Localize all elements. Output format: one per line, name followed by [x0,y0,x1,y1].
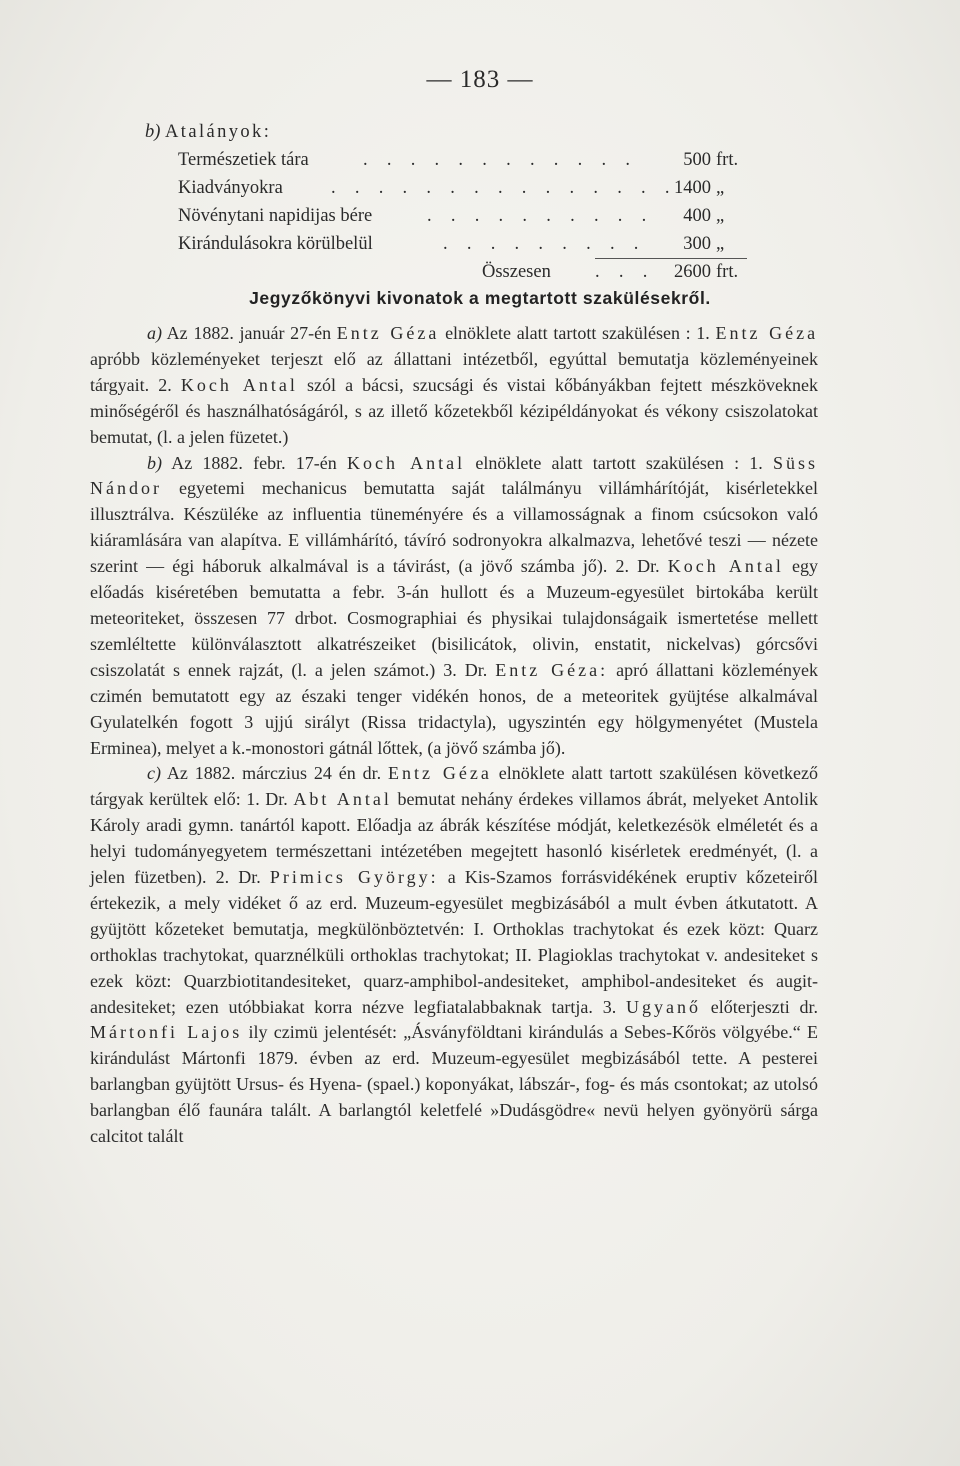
budget-row-unit: „ [716,234,725,254]
person-name: Koch Antal [667,556,784,577]
budget-row [145,202,765,230]
budget-row-dots: . . . . . . . . . . [427,206,654,226]
budget-row-unit: frt. [716,150,739,170]
budget-row-label: Természetiek tára [178,150,309,170]
paragraph-date: Az 1882. febr. 17-én [171,452,337,473]
paragraph-date: Az 1882. márczius 24 én dr. [166,763,382,784]
paragraph-marker: a) [147,323,162,343]
budget-row-unit: „ [716,178,725,198]
person-name: Ugyanő [625,996,701,1017]
budget-heading-marker: b) [145,122,161,142]
budget-row-label: Kirándulásokra körülbelül [178,234,373,254]
budget-row-amount: 300 [683,234,711,254]
person-name: Primics György: [269,867,439,888]
paragraph-marker: b) [147,452,162,473]
paragraph-text: elnöklete alatt tartott szakülésen : [445,323,691,343]
paragraph-text: elnöklete alatt tartott szakülésen következő tárgyak kerültek elő: [90,763,819,810]
paragraph-text: egy előadás kiséretében bemutatta a febr. 3-án hullott és a Muzeum-egyesület birtokába került meteoriteket, összesen 77 drbot. Cosmographiai és physikai tulajdonságaik ismertetése mellett szemléltette különválasztott alkatrészeiket (bisilicátok, olivin, enstatit, nickelvas) górcsővi csiszolatát s ennek rajzát, (l. a jelen számot.) [90,556,819,680]
paragraph-text: a Kis-Szamos forrásvidékének eruptiv kőzeteiről értekezik, a mely vidéket ő az erd. Muzeum-egyesület megbizásából a mult évben átkutatott. A gyüjtött kőzeteket bemutatja, megkülönböztetvén: I. Orthoklas trachytokat és ezek közt: Quarz orthoklas trachytokat, quarznélküli orthoklas trachytokat; II. Plagioklas trachytokat v. andesiteket s ezek közt: Quarzbiotitandesiteket, quarz-amphibol-andesiteket, amphibol-andesiteket és augit-andesiteket; ezen utóbbiakat korra nézve legfiatalabbaknak tartja. [90,867,819,1017]
paragraph-date: Az 1882. január 27-én [166,323,332,343]
budget-row-amount: 400 [683,206,711,226]
budget-row-dots: . . . . . . . . . . . . . . . [331,178,677,198]
paragraph-text: apróbb közleményeket terjeszt elő az állattani intézetből, egyúttal bemutatja közleményeinek tárgyait. [90,348,818,395]
paragraph-text: szól a bácsi, szucsági és vistai kőbányákban fejtett mészköveknek minőségéről és használhatóságáról, s az illető kőzetekből kézipéldányokat és vékony csiszolatokat bemutat, (l. a jelen füzetet.) [90,374,819,447]
person-name: Entz Géza [388,763,492,784]
person-name: Süss Nándor [90,452,819,499]
paragraph-text: bemutat nehány érdekes villamos ábrát, melyeket Antolik Károly aradi gymn. tanártól kapott. Előadja az ábrák készítése módját, keletkezésök elméletét és a helyi tudományegyetem természettani intézetében megejtett hasonló kisérletek eredményét, (l. a jelen füzetben). [90,789,819,888]
person-name: Koch Antal [346,452,466,473]
item-number: 2. Dr. [215,867,261,888]
person-name: Entz Géza [715,323,819,343]
body-text [90,321,818,1150]
item-number: 1. Dr. [246,789,288,810]
item-number: 3. Dr. [443,659,488,680]
budget-total-label: Összesen [482,262,551,282]
budget-row-label: Kiadványokra [178,178,283,198]
person-name: Entz Géza [336,323,440,343]
paragraph-text: ily czimü jelentését: „Ásványföldtani kirándulás a Sebes-Kőrös völgyébe.“ E kirándulást Mártonfi 1879. évben az erd. Muzeum-egyesület megbizásából tette. A pesterei barlangban gyüjtött Ursus- és Hyena- (spael.) koponyákat, lábszár-, fog- és más csontokat; az utolsó barlangban élő faunára talált. A barlangtól keletfelé »Dudásgödre« nevü helyen gyönyörü sárga calcitot talált [90,1022,819,1147]
paragraph-c [90,761,818,1150]
paragraph-b [90,451,818,762]
item-number: 1. [749,452,763,473]
paragraph-text: előterjeszti dr. [710,996,819,1017]
item-number: 2. [158,374,172,395]
budget-row-amount: 500 [683,150,711,170]
paragraph-a [90,321,818,451]
item-number: 2. Dr. [615,556,660,577]
budget-block [145,118,765,286]
budget-row-dots: . . . . . . . . . [443,234,646,254]
budget-total-amount: 2600 [674,262,711,282]
budget-total-unit: frt. [716,262,739,282]
paragraph-marker: c) [147,763,161,784]
budget-total-dots: . . . [595,262,655,282]
person-name: Entz Géza: [495,659,609,680]
item-number: 1. [696,323,710,343]
paragraph-text: egyetemi mechanicus bemutatta saját találmányu villámhárítóját, kisérletekkel illusztrálva. Készüléke az influentia tüneményére és a villamosságnak a finom csúcsokon való kiáramlására van alapítva. E villámhárító, távíró sodronyokra alkalmazva, lehetővé teszi — nézete szerint — égi háboruk alkalmával is a távirást, (a jövő számba jő). [90,478,819,577]
budget-total-row [145,258,765,286]
paragraph-text: elnöklete alatt tartott szakülésen : [475,452,740,473]
budget-row-label: Növénytani napidijas bére [178,206,373,226]
section-title: Jegyzőkönyvi kivonatok a megtartott szakülésekről. [249,288,711,308]
budget-heading-text: Atalányok: [165,122,272,142]
paragraph-text: apró állattani közlemények czimén bemutatott egy az északi tenger vidékén honos, de a meteoritek gyüjtése alkalmával Gyulatelkén fogott 3 ujjú sirályt (Rissa tridactyla), ugyszintén egy hölgymenyétet (Mustela Erminea), melyet a k.-monostori gátnál lőttek, (a jövő számba jő). [90,659,819,758]
budget-heading [145,118,765,146]
person-name: Abt Antal [293,789,392,810]
budget-row [145,174,765,202]
budget-row-unit: „ [716,206,725,226]
person-name: Koch Antal [180,374,298,395]
page-number: — 183 — [426,66,534,93]
budget-row-amount: 1400 [674,178,711,198]
budget-row [145,230,765,258]
budget-row-dots: . . . . . . . . . . . . [363,150,638,170]
item-number: 3. [602,996,617,1017]
budget-row [145,146,765,174]
person-name: Mártonfi Lajos [90,1022,243,1043]
